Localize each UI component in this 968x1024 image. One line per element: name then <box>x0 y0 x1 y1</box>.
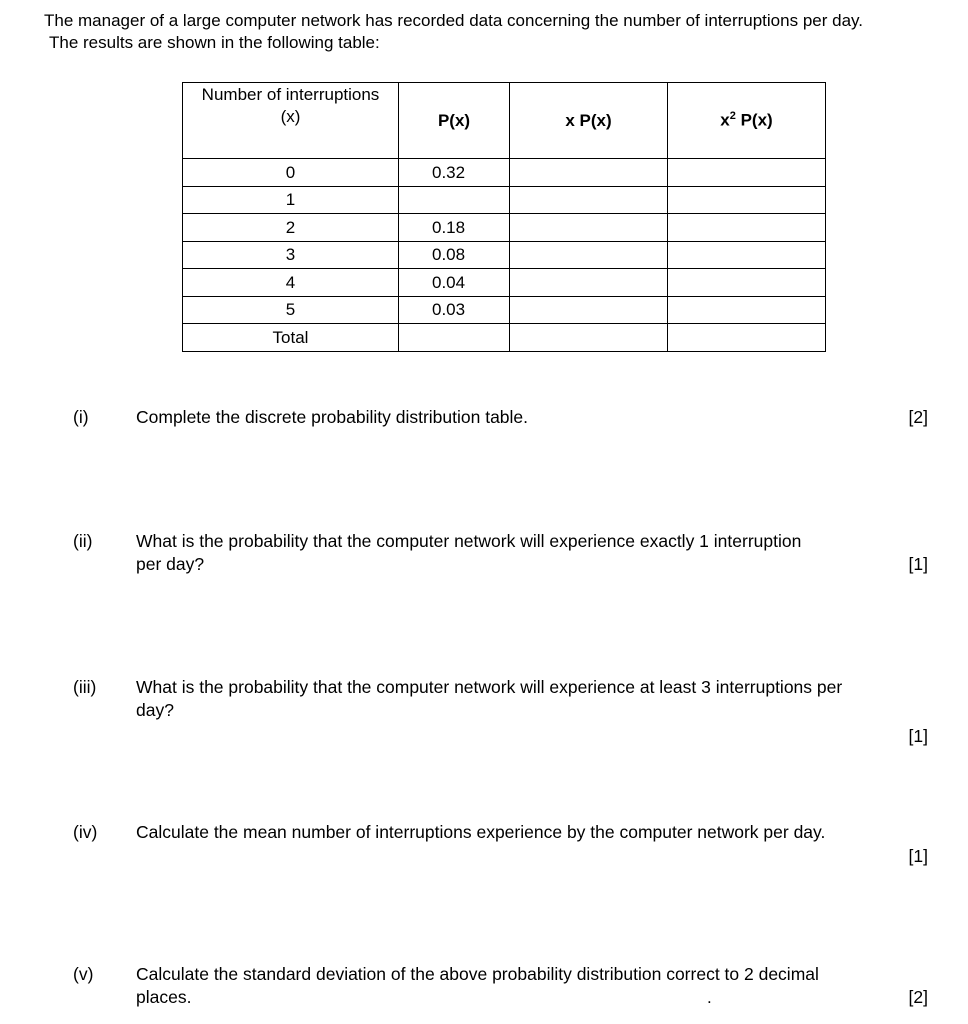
question-number: (v) <box>73 964 94 984</box>
table-row: 5 0.03 <box>183 297 826 324</box>
question-mark: [1] <box>908 554 928 574</box>
table-row: 2 0.18 <box>183 214 826 242</box>
header-x: Number of interruptions (x) <box>183 83 399 159</box>
table-row: 4 0.04 <box>183 269 826 297</box>
question-mark: [2] <box>908 407 928 427</box>
question-number: (iii) <box>73 677 97 697</box>
table-header-row <box>183 83 826 159</box>
question-mark: [1] <box>908 726 928 746</box>
question-text: Calculate the mean number of interruptions experience by the computer network per day. <box>136 822 826 842</box>
question-number: (ii) <box>73 531 93 551</box>
question-text: What is the probability that the computer network will experience exactly 1 interruption per day? <box>136 531 802 574</box>
header-p: P(x) <box>399 83 510 159</box>
table-row: 3 0.08 <box>183 242 826 269</box>
header-xp: x P(x) <box>510 83 668 159</box>
header-x2p: $x^2$ P(x) <box>668 83 826 159</box>
intro-text <box>44 10 964 54</box>
question-mark: [1] <box>908 846 928 866</box>
probability-table <box>182 82 826 352</box>
table-row: 0 0.32 <box>183 159 826 187</box>
question-text: Calculate the standard deviation of the above probability distribution correct to 2 decimal places. <box>136 964 819 1007</box>
intro-line-1: The manager of a large computer network has recorded data concerning the number of interruptions per day. <box>44 11 863 30</box>
question-mark: [2] <box>908 987 928 1007</box>
stray-dot: . <box>707 988 712 1007</box>
question-text: What is the probability that the computer network will experience at least 3 interruptions per day? <box>136 677 843 720</box>
question-number: (iv) <box>73 822 98 842</box>
question-number: (i) <box>73 407 89 427</box>
question-text: Complete the discrete probability distribution table. <box>136 407 529 427</box>
table-row: 1 <box>183 187 826 214</box>
intro-line-2: The results are shown in the following table: <box>49 33 380 52</box>
table-total-row: Total <box>183 324 826 352</box>
